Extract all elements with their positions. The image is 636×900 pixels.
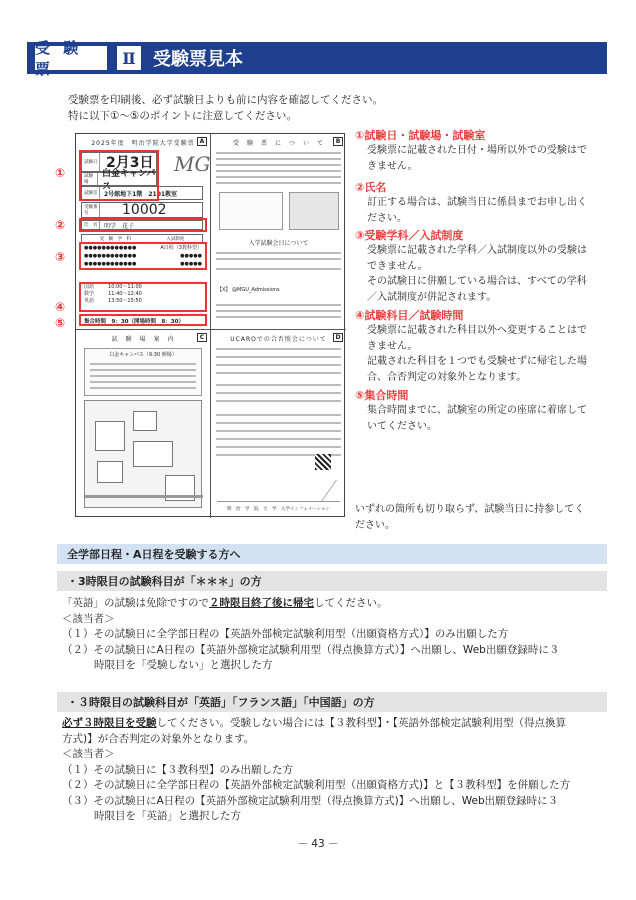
qr-code-icon	[315, 454, 331, 470]
carry-note: いずれの箇所も切り取らず、試験当日に持参してください。	[355, 504, 585, 531]
venue-notes	[84, 348, 202, 396]
explanation-title: ⑤集合時間	[355, 389, 409, 402]
explanation-4	[355, 308, 587, 385]
exam-ticket-sample	[75, 133, 345, 517]
case1-text: してください。	[314, 597, 388, 609]
section-header-case1: ・3時限目の試験科目が「＊＊＊」の方	[57, 571, 607, 591]
intro-text	[68, 92, 383, 124]
marker-3: ③	[55, 250, 66, 264]
dept-name: ●●●●●●●●●●●●	[84, 245, 137, 251]
case2-line	[62, 716, 607, 732]
period-subject: 国語	[84, 284, 95, 290]
case2-line2: 方式)】が合否判定の対象外となります。	[62, 732, 255, 745]
highlight-3	[79, 242, 207, 270]
exam-number: 10002	[122, 202, 167, 218]
ticket-fold-diagram	[219, 192, 283, 230]
case1-line	[62, 596, 607, 612]
explanation-text: 受験票に記載された科目以外へ変更することはできません。	[367, 325, 587, 352]
period-time: 10:00～11:00	[108, 284, 142, 290]
chapter-tag: 受 験 票	[35, 46, 107, 70]
candidate-name: 明学 花子	[104, 222, 135, 230]
case1-text: 「英語」の試験は免除ですので	[62, 597, 209, 609]
explanation-1	[355, 128, 587, 174]
ticket-b-subtitle: 入学試験会日について	[248, 240, 309, 247]
section-body-case1	[62, 596, 607, 674]
exam-room: 2号館地下1階 2101教室	[104, 190, 178, 198]
highlight-4	[79, 282, 207, 312]
case1-who: ＜該当者＞	[62, 612, 115, 625]
ticket-section-c	[76, 330, 211, 518]
explanation-3	[355, 228, 587, 305]
case2-text: してください。受験しない場合には【３教科型】・【英語外部検定試験利用型（得点換算	[156, 717, 566, 729]
case1-item: （１）その試験日に全学部日程の【英語外部検定試験利用型（出願資格方式）】のみ出願した方	[62, 628, 509, 640]
case2-item: （３）その試験日にA日程の【英語外部検定試験利用型（得点換算方式)】へ出願し、Web出願登録時に３	[62, 794, 559, 807]
period-subject: 英語	[84, 298, 95, 304]
exam-date-box: 試験日 2月3日	[81, 152, 157, 172]
highlight-1	[79, 150, 159, 201]
ticket-section-b	[211, 134, 346, 330]
explanation-text: 訂正する場合は、試験当日に係員までお申し出ください。	[367, 197, 587, 224]
x-account: 【X】 @MGU_Admissions	[217, 287, 280, 293]
explanation-text: 記載された科目を１つでも受験せずに帰宅した場合、合否判定の対象外となります。	[367, 356, 587, 383]
case1-item-cont: 時限目を「受験しない」と選択した方	[94, 659, 273, 671]
case2-item-cont: 時限目を「英語」と選択した方	[94, 810, 241, 822]
case2-item: （１）その試験日に【３教科型】のみ出願した方	[62, 763, 293, 776]
room-box: 試験室 2号館地下1階 2101教室	[81, 186, 203, 200]
explanation-2	[355, 180, 587, 226]
dept-name: ●●●●●●●●●●●●	[84, 253, 137, 259]
exam-campus: 白金キャンパス	[101, 169, 156, 192]
ticket-b-corner: B	[333, 137, 343, 146]
section-header-main: 全学部日程・A日程を受験する方へ	[57, 544, 607, 564]
exam-number-box: 受験番号 10002	[81, 202, 203, 218]
explanation-5	[355, 388, 587, 434]
dept-system: A日程（3教科型）	[160, 245, 202, 251]
marker-2: ②	[55, 218, 66, 232]
explanation-text: 受験票に記載された学科／入試制度以外の受験はできません。	[367, 245, 587, 272]
ticket-b-title: 受 験 票 に つ い て	[232, 140, 324, 147]
explanation-text: 受験票に記載された日付・場所以外での受験はできません。	[367, 145, 587, 172]
ticket-d-footer: 明 治 学 院 大 学 入学インフォメーション	[217, 501, 340, 512]
ticket-section-a	[76, 134, 211, 330]
exam-date: 2月3日	[106, 155, 154, 171]
case1-emphasis: ２時限目終了後に帰宅	[209, 597, 314, 609]
gather-time: 集合時間 9：30（開場時間 8：30）	[84, 319, 184, 325]
system-header-label: 入試制度	[166, 236, 185, 242]
page-number: － 43 －	[297, 838, 339, 850]
ticket-d-title: UCAROでの合否照会について	[230, 336, 327, 343]
ticket-photo	[289, 192, 339, 230]
dept-name: ●●●●●●●●●●●●	[84, 261, 137, 267]
explanation-text: 集合時間までに、試験室の所定の座席に着席していてください。	[367, 405, 587, 432]
ticket-section-d	[211, 330, 346, 518]
case1-item: （２）その試験日にA日程の【英語外部検定試験利用型（得点換算方式）】へ出願し、Web出願登録時に３	[62, 643, 560, 656]
chapter-number: Ⅱ	[117, 46, 141, 70]
period-time: 11:40～12:40	[108, 291, 142, 297]
case2-who: ＜該当者＞	[62, 748, 115, 760]
venue-subtitle: 白金キャンパス（9:30 開場）	[109, 352, 177, 358]
dept-system: ●●●●●	[180, 261, 202, 267]
ticket-a-title: 2025年度 明治学院大学受験票	[91, 140, 195, 147]
marker-1: ①	[55, 166, 66, 180]
chapter-header	[27, 39, 607, 78]
highlight-5	[79, 314, 207, 326]
dept-header-label: 受 験 学 科	[99, 236, 132, 242]
page-title: 受験票見本	[153, 49, 243, 70]
mg-logo: MG	[174, 152, 211, 176]
campus-box: 試験場 白金キャンパス	[81, 172, 157, 186]
period-subject: 数学	[84, 291, 95, 297]
ticket-c-title: 試 験 場 案 内	[111, 336, 175, 343]
highlight-2	[79, 218, 207, 232]
explanation-title: ①試験日・試験場・試験室	[355, 129, 486, 142]
ticket-a-corner: A	[197, 137, 207, 146]
section-header-case2: ・３時限目の試験科目が「英語」「フランス語」「中国語」の方	[57, 692, 607, 712]
explanation-title: ③受験学科／入試制度	[355, 229, 464, 242]
explanation-title: ④試験科目／試験時間	[355, 309, 464, 322]
ticket-d-corner: D	[333, 333, 343, 342]
case2-item: （２）その試験日に全学部日程の【英語外部検定試験利用型（出願資格方式)】と【３教科型】を併願した方	[62, 779, 571, 791]
period-time: 13:50～15:50	[108, 298, 142, 304]
campus-map	[84, 400, 202, 508]
dept-system: ●●●●●	[180, 253, 202, 259]
intro-line: 特に以下①～⑤のポイントに注意してください。	[68, 110, 297, 122]
case2-emphasis: 必ず３時限目を受験	[62, 717, 157, 729]
name-label: 氏 名	[82, 221, 100, 229]
marker-4: ④	[55, 300, 66, 314]
explanation-text: その試験日に併願している場合は、すべての学科／入試制度が併記されます。	[367, 276, 587, 303]
marker-5: ⑤	[55, 316, 66, 330]
section-body-case2	[62, 716, 607, 825]
intro-line: 受験票を印刷後、必ず試験日よりも前に内容を確認してください。	[68, 94, 383, 106]
ticket-c-corner: C	[197, 333, 207, 342]
explanation-title: ②氏名	[355, 181, 387, 194]
